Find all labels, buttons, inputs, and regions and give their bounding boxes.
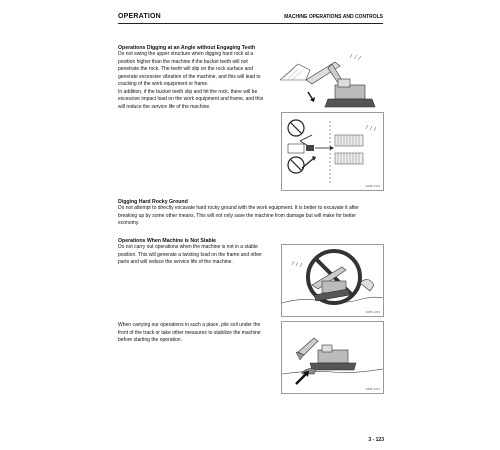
section-title: OPERATION [118,13,161,20]
text-line: position. This will generate a twisting load on the frame and other [118,251,262,258]
text-line: Do not attempt to directly excavate hard rocky ground with the work equipment. It is better to excavate it after [118,205,359,211]
text-line: parts and will reduce the service life of the machine. [118,259,233,265]
paragraph-stabilize [118,322,278,345]
text-line: In addition, if the bucket teeth slip and hit the rock, there will be [118,88,258,95]
chapter-title: MACHINE OPERATIONS AND CONTROLS [284,14,383,20]
text-line: cracking of the work equipment or frame. [118,81,209,87]
figure-caption: SJ05 1473 [365,310,380,314]
text-line: position higher than the machine if the bucket teeth will not [118,58,248,65]
figure-caption: SJ05 1471 [365,387,380,391]
paragraph-digging-angle [118,51,278,111]
heading-hard-rocky-ground: Digging Hard Rocky Ground [118,199,188,205]
stabilized-machine-illustration [282,322,383,393]
text-line: Do not carry out operations when the machine is not in a stable [118,244,258,250]
text-line: excessive impact load on the work equipment and frame, and this [118,96,264,102]
unstable-machine-illustration [282,245,383,316]
figure-stabilized-machine [281,321,384,394]
text-line: Do not swing the upper structure when digging hard rock at a [118,51,254,57]
text-line: economy. [118,220,140,226]
figure-caption: SJ05 1472 [365,184,380,188]
figure-excavator-slope [280,50,381,120]
heading-not-stable: Operations When Machine is Not Stable [118,238,217,244]
text-line: front of the track or take other measures to stabilize the machine [118,329,261,336]
text-line: penetrate the rock. The teeth will slip on the rock surface and [118,66,253,72]
figure-unstable-machine [281,244,384,317]
paragraph-hard-rocky-ground [118,205,383,228]
text-line: will reduce the service life of the machine. [118,103,211,110]
text-line: before starting the operation. [118,337,182,343]
heading-digging-angle: Operations Digging at an Angle without Engaging Teeth [118,45,256,51]
figure-bucket-teeth [281,112,384,191]
paragraph-not-stable [118,244,278,267]
page-number: 3 - 123 [368,437,384,443]
text-line: breaking up by some other means. This will not only save the machine from damage but will make for better [118,212,357,219]
header-rule [118,23,383,24]
bucket-teeth-illustration [282,113,383,190]
text-line: When carrying our operations in such a place, pile soil under the [118,322,261,328]
excavator-slope-illustration [280,50,381,120]
text-line: generate excessive vibration of the machine, and this will lead to [118,73,261,80]
